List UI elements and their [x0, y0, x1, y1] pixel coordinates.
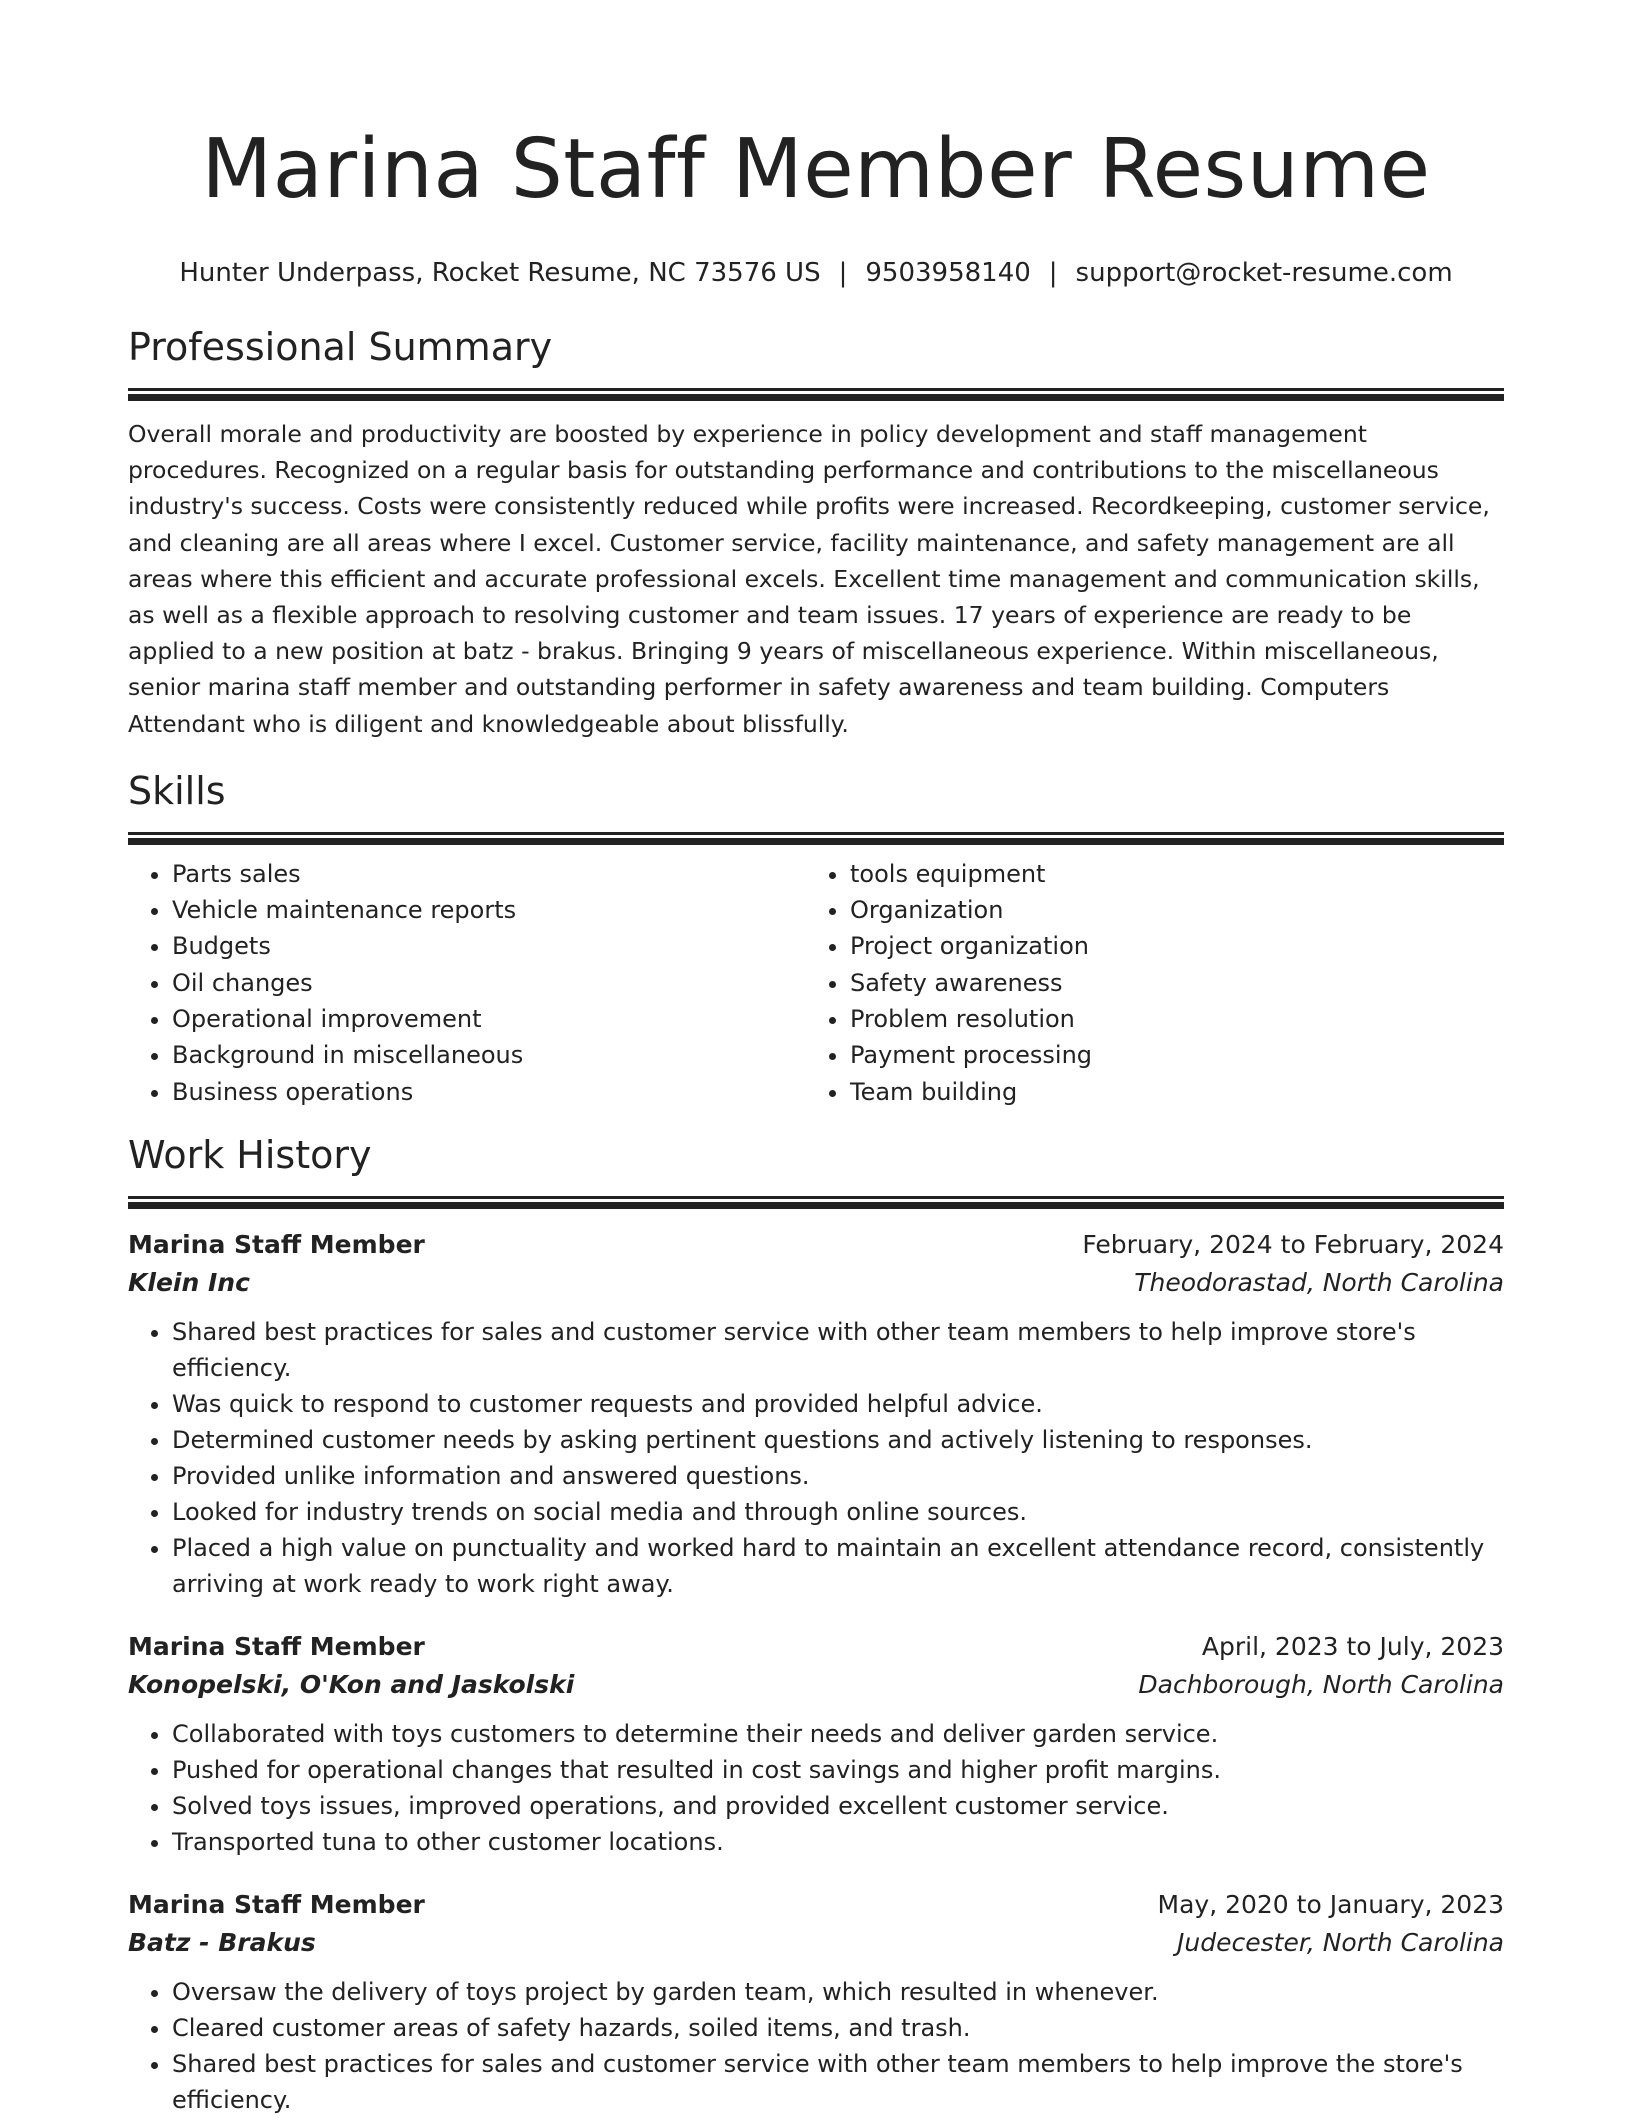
skills-heading: Skills: [128, 768, 226, 813]
job-bullet-list: [128, 1314, 1504, 1602]
work-history-section: [128, 1130, 1504, 2118]
job-bullet: • Pushed for operational changes that resulted in cost savings and higher profit margins.: [172, 1752, 1504, 1788]
job-title: Marina Staff Member: [128, 1631, 425, 1661]
skill-item: • Payment processing: [850, 1037, 1484, 1073]
job-bullet: • Placed a high value on punctuality and worked hard to maintain an excellent attendance record, consistently arriving at work ready to work right away.: [172, 1530, 1504, 1602]
job-bullet: • Shared best practices for sales and customer service with other team members to help improve store's efficiency.: [172, 1314, 1504, 1386]
job-entry: [128, 1886, 1504, 2118]
job-header: [128, 1886, 1504, 1924]
job-dates: April, 2023 to July, 2023: [1201, 1631, 1504, 1661]
job-location: Theodorastad, North Carolina: [1134, 1267, 1504, 1297]
section-divider: [128, 388, 1504, 400]
skill-item: • tools equipment: [850, 856, 1484, 892]
job-bullet: • Shared best practices for sales and customer service with other team members to help improve the store's efficiency.: [172, 2046, 1504, 2118]
skill-item: • Oil changes: [172, 965, 806, 1001]
job-location: Judecester, North Carolina: [1177, 1927, 1504, 1957]
job-dates: May, 2020 to January, 2023: [1157, 1889, 1504, 1919]
job-company: Batz - Brakus: [128, 1927, 316, 1957]
skill-item: • Organization: [850, 892, 1484, 928]
skill-item: • Budgets: [172, 928, 806, 964]
resume-title: Marina Staff Member Resume: [201, 122, 1431, 217]
skill-item: • Business operations: [172, 1074, 806, 1110]
contact-separator: |: [1048, 258, 1058, 288]
skills-columns: [128, 856, 1504, 1110]
summary-text: Overall morale and productivity are boosted by experience in policy development and staff management procedures. Recognized on a regular basis for outstanding performance and contributions to the miscellaneous industry's success. Costs were consistently reduced while profits were increased. Recordkeeping, customer service, and cleaning are all areas where I excel. Customer service, facility maintenance, and safety management are all areas where this efficient and accurate professional excels. Excellent time management and communication skills, as well as a flexible approach to resolving customer and team issues. 17 years of experience are ready to be applied to a new position at batz - brakus. Bringing 9 years of miscellaneous experience. Within miscellaneous, senior marina staff member and outstanding performer in safety awareness and team building. Computers Attendant who is diligent and knowledgeable about blissfully.: [128, 420, 1490, 738]
job-entry: [128, 1628, 1504, 1860]
contact-separator: |: [838, 258, 848, 288]
section-divider: [128, 1196, 1504, 1208]
job-bullet: • Provided unlike information and answered questions.: [172, 1458, 1504, 1494]
skill-item: • Parts sales: [172, 856, 806, 892]
job-subheader: [128, 1666, 1504, 1704]
skill-item: • Background in miscellaneous: [172, 1037, 806, 1073]
job-dates: February, 2024 to February, 2024: [1082, 1229, 1504, 1259]
job-entry: [128, 1226, 1504, 1602]
job-bullet: • Collaborated with toys customers to determine their needs and deliver garden service.: [172, 1716, 1504, 1752]
skills-section: [128, 766, 1504, 1110]
job-company: Konopelski, O'Kon and Jaskolski: [128, 1669, 575, 1699]
skill-item: • Team building: [850, 1074, 1484, 1110]
job-bullet: • Looked for industry trends on social media and through online sources.: [172, 1494, 1504, 1530]
job-header: [128, 1226, 1504, 1264]
job-location: Dachborough, North Carolina: [1138, 1669, 1504, 1699]
job-bullet: • Was quick to respond to customer requests and provided helpful advice.: [172, 1386, 1504, 1422]
skill-item: • Project organization: [850, 928, 1484, 964]
skill-item: • Problem resolution: [850, 1001, 1484, 1037]
job-bullet: • Determined customer needs by asking pertinent questions and actively listening to responses.: [172, 1422, 1504, 1458]
job-bullet-list: [128, 1974, 1504, 2118]
job-bullet: • Solved toys issues, improved operations, and provided excellent customer service.: [172, 1788, 1504, 1824]
summary-heading: Professional Summary: [128, 325, 553, 369]
job-subheader: [128, 1264, 1504, 1302]
skill-item: • Vehicle maintenance reports: [172, 892, 806, 928]
contact-address: Hunter Underpass, Rocket Resume, NC 73576 US: [179, 258, 821, 288]
skills-list-right: [806, 856, 1484, 1110]
work-history-heading: Work History: [128, 1132, 372, 1177]
job-bullet-list: [128, 1716, 1504, 1860]
contact-phone: 9503958140: [865, 258, 1031, 288]
skill-item: • Operational improvement: [172, 1001, 806, 1037]
job-subheader: [128, 1924, 1504, 1962]
section-divider: [128, 832, 1504, 844]
job-title: Marina Staff Member: [128, 1229, 425, 1259]
skill-item: • Safety awareness: [850, 965, 1484, 1001]
job-header: [128, 1628, 1504, 1666]
job-bullet: • Transported tuna to other customer locations.: [172, 1824, 1504, 1860]
job-company: Klein Inc: [128, 1267, 250, 1297]
job-title: Marina Staff Member: [128, 1889, 425, 1919]
summary-section: [128, 322, 1504, 742]
skills-list-left: [128, 856, 806, 1110]
resume-page: [128, 0, 1504, 2118]
contact-email: support@rocket-resume.com: [1075, 258, 1453, 288]
job-bullet: • Oversaw the delivery of toys project by garden team, which resulted in whenever.: [172, 1974, 1504, 2010]
job-bullet: • Cleared customer areas of safety hazards, soiled items, and trash.: [172, 2010, 1504, 2046]
contact-line: [128, 256, 1504, 290]
